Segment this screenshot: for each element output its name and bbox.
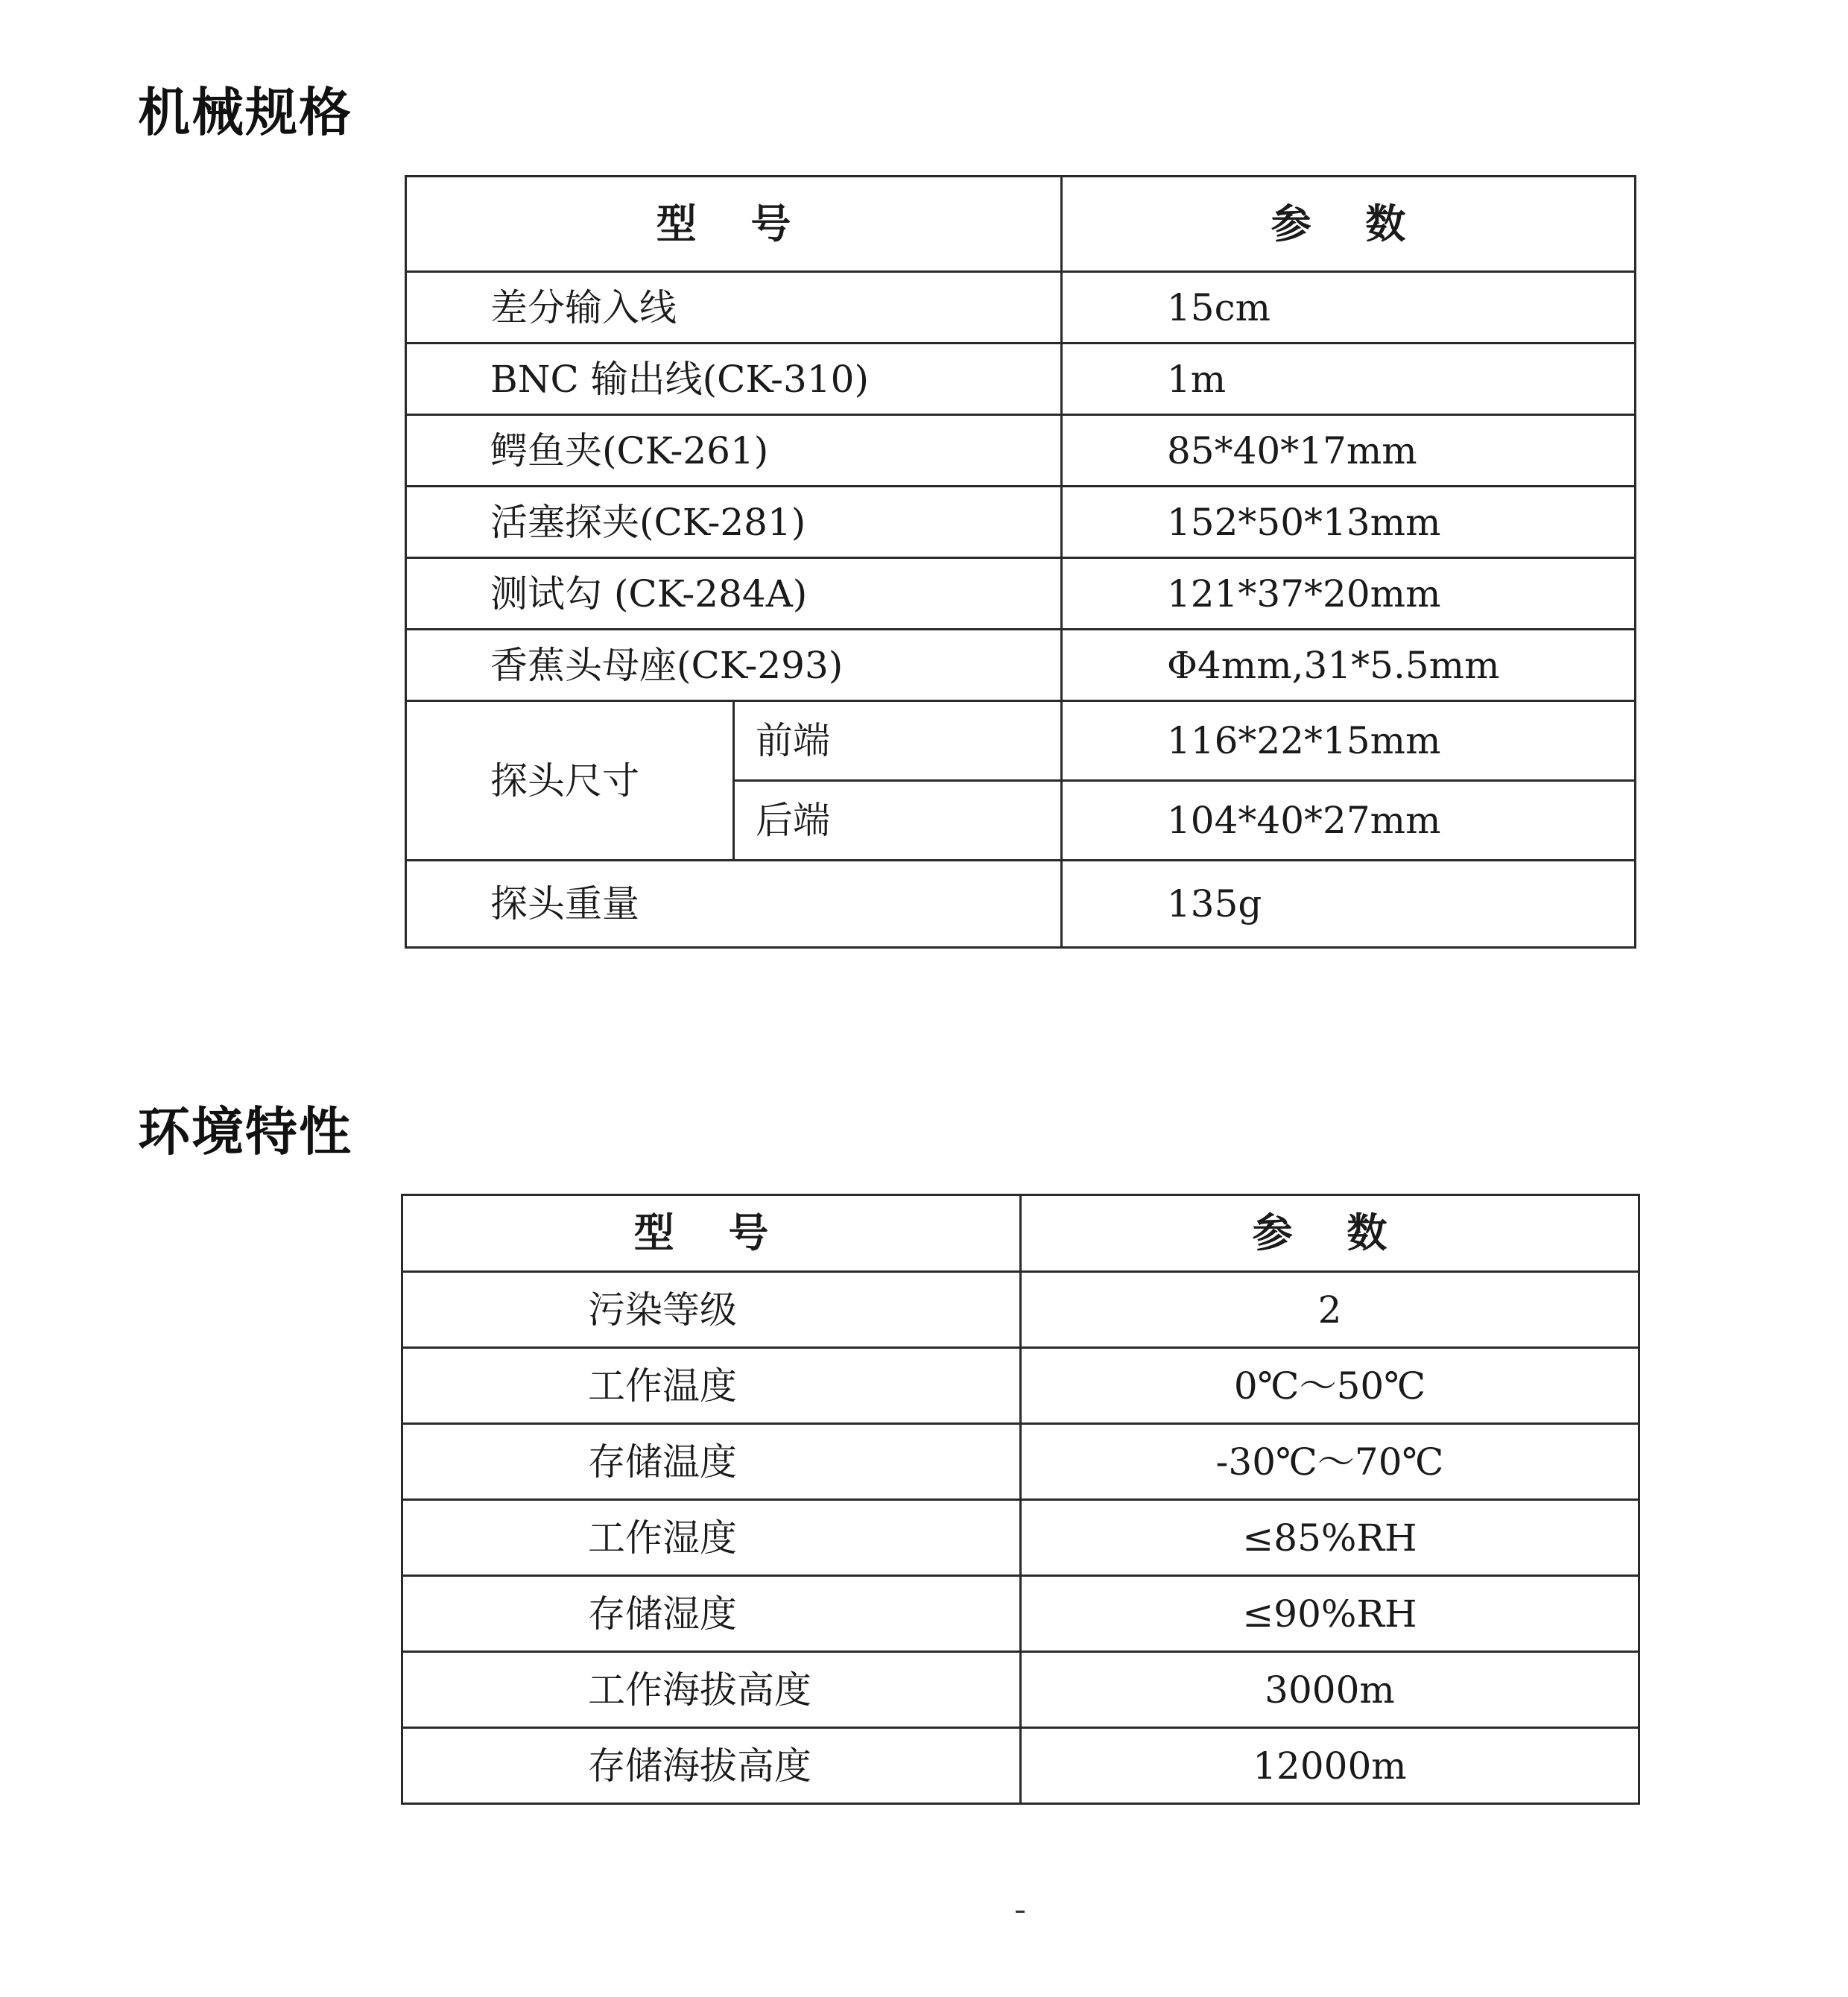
row-value: ≤85%RH (1021, 1500, 1639, 1576)
probe-front-label: 前端 (734, 701, 1062, 781)
row-label: BNC 输出线(CK-310) (406, 344, 1062, 415)
row-label: 工作海拔高度 (402, 1652, 1021, 1728)
probe-size-label: 探头尺寸 (406, 701, 734, 861)
probe-rear-label: 后端 (734, 781, 1062, 861)
row-label: 工作温度 (402, 1348, 1021, 1424)
mechanical-spec-table (405, 175, 1636, 949)
row-label: 香蕉头母座(CK-293) (406, 630, 1062, 701)
probe-weight-value: 135g (1062, 861, 1636, 948)
row-label: 存储温度 (402, 1424, 1021, 1500)
table-row (402, 1652, 1639, 1728)
table-row (406, 487, 1636, 558)
row-value: 0℃～50℃ (1021, 1348, 1639, 1424)
table-row-probe-weight (406, 861, 1636, 948)
table-row (402, 1576, 1639, 1652)
row-value: 12000m (1021, 1728, 1639, 1804)
section-title-mechanical: 机械规格 (138, 82, 352, 143)
table-row (402, 1728, 1639, 1804)
row-label: 污染等级 (402, 1272, 1021, 1348)
row-label: 存储海拔高度 (402, 1728, 1021, 1804)
row-value: 121*37*20mm (1062, 558, 1636, 630)
probe-weight-label: 探头重量 (406, 861, 1062, 948)
header-param: 参 数 (1062, 177, 1636, 272)
table-row (402, 1272, 1639, 1348)
row-value: 152*50*13mm (1062, 487, 1636, 558)
table-row (402, 1348, 1639, 1424)
table-row (406, 415, 1636, 487)
row-value: Φ4mm,31*5.5mm (1062, 630, 1636, 701)
table-row (402, 1424, 1639, 1500)
table-header-row (402, 1195, 1639, 1272)
row-label: 鳄鱼夹(CK-261) (406, 415, 1062, 487)
table-row-probe-front (406, 701, 1636, 781)
table-row (406, 630, 1636, 701)
row-value: 15cm (1062, 272, 1636, 344)
row-value: ≤90%RH (1021, 1576, 1639, 1652)
row-value: 85*40*17mm (1062, 415, 1636, 487)
row-value: 3000m (1021, 1652, 1639, 1728)
table-header-row (406, 177, 1636, 272)
section-title-environment: 环境特性 (138, 1101, 352, 1162)
row-label: 存储湿度 (402, 1576, 1021, 1652)
probe-front-value: 116*22*15mm (1062, 701, 1636, 781)
table-row (406, 558, 1636, 630)
row-label: 测试勾 (CK-284A) (406, 558, 1062, 630)
probe-rear-value: 104*40*27mm (1062, 781, 1636, 861)
row-value: 2 (1021, 1272, 1639, 1348)
page-mark (1016, 1911, 1025, 1913)
row-label: 工作湿度 (402, 1500, 1021, 1576)
table-row (406, 344, 1636, 415)
row-value: -30℃～70℃ (1021, 1424, 1639, 1500)
row-value: 1m (1062, 344, 1636, 415)
row-label: 活塞探夹(CK-281) (406, 487, 1062, 558)
table-row (402, 1500, 1639, 1576)
row-label: 差分输入线 (406, 272, 1062, 344)
header-param: 参 数 (1021, 1195, 1639, 1272)
header-model: 型 号 (406, 177, 1062, 272)
table-row (406, 272, 1636, 344)
environment-spec-table (401, 1194, 1640, 1805)
header-model: 型 号 (402, 1195, 1021, 1272)
